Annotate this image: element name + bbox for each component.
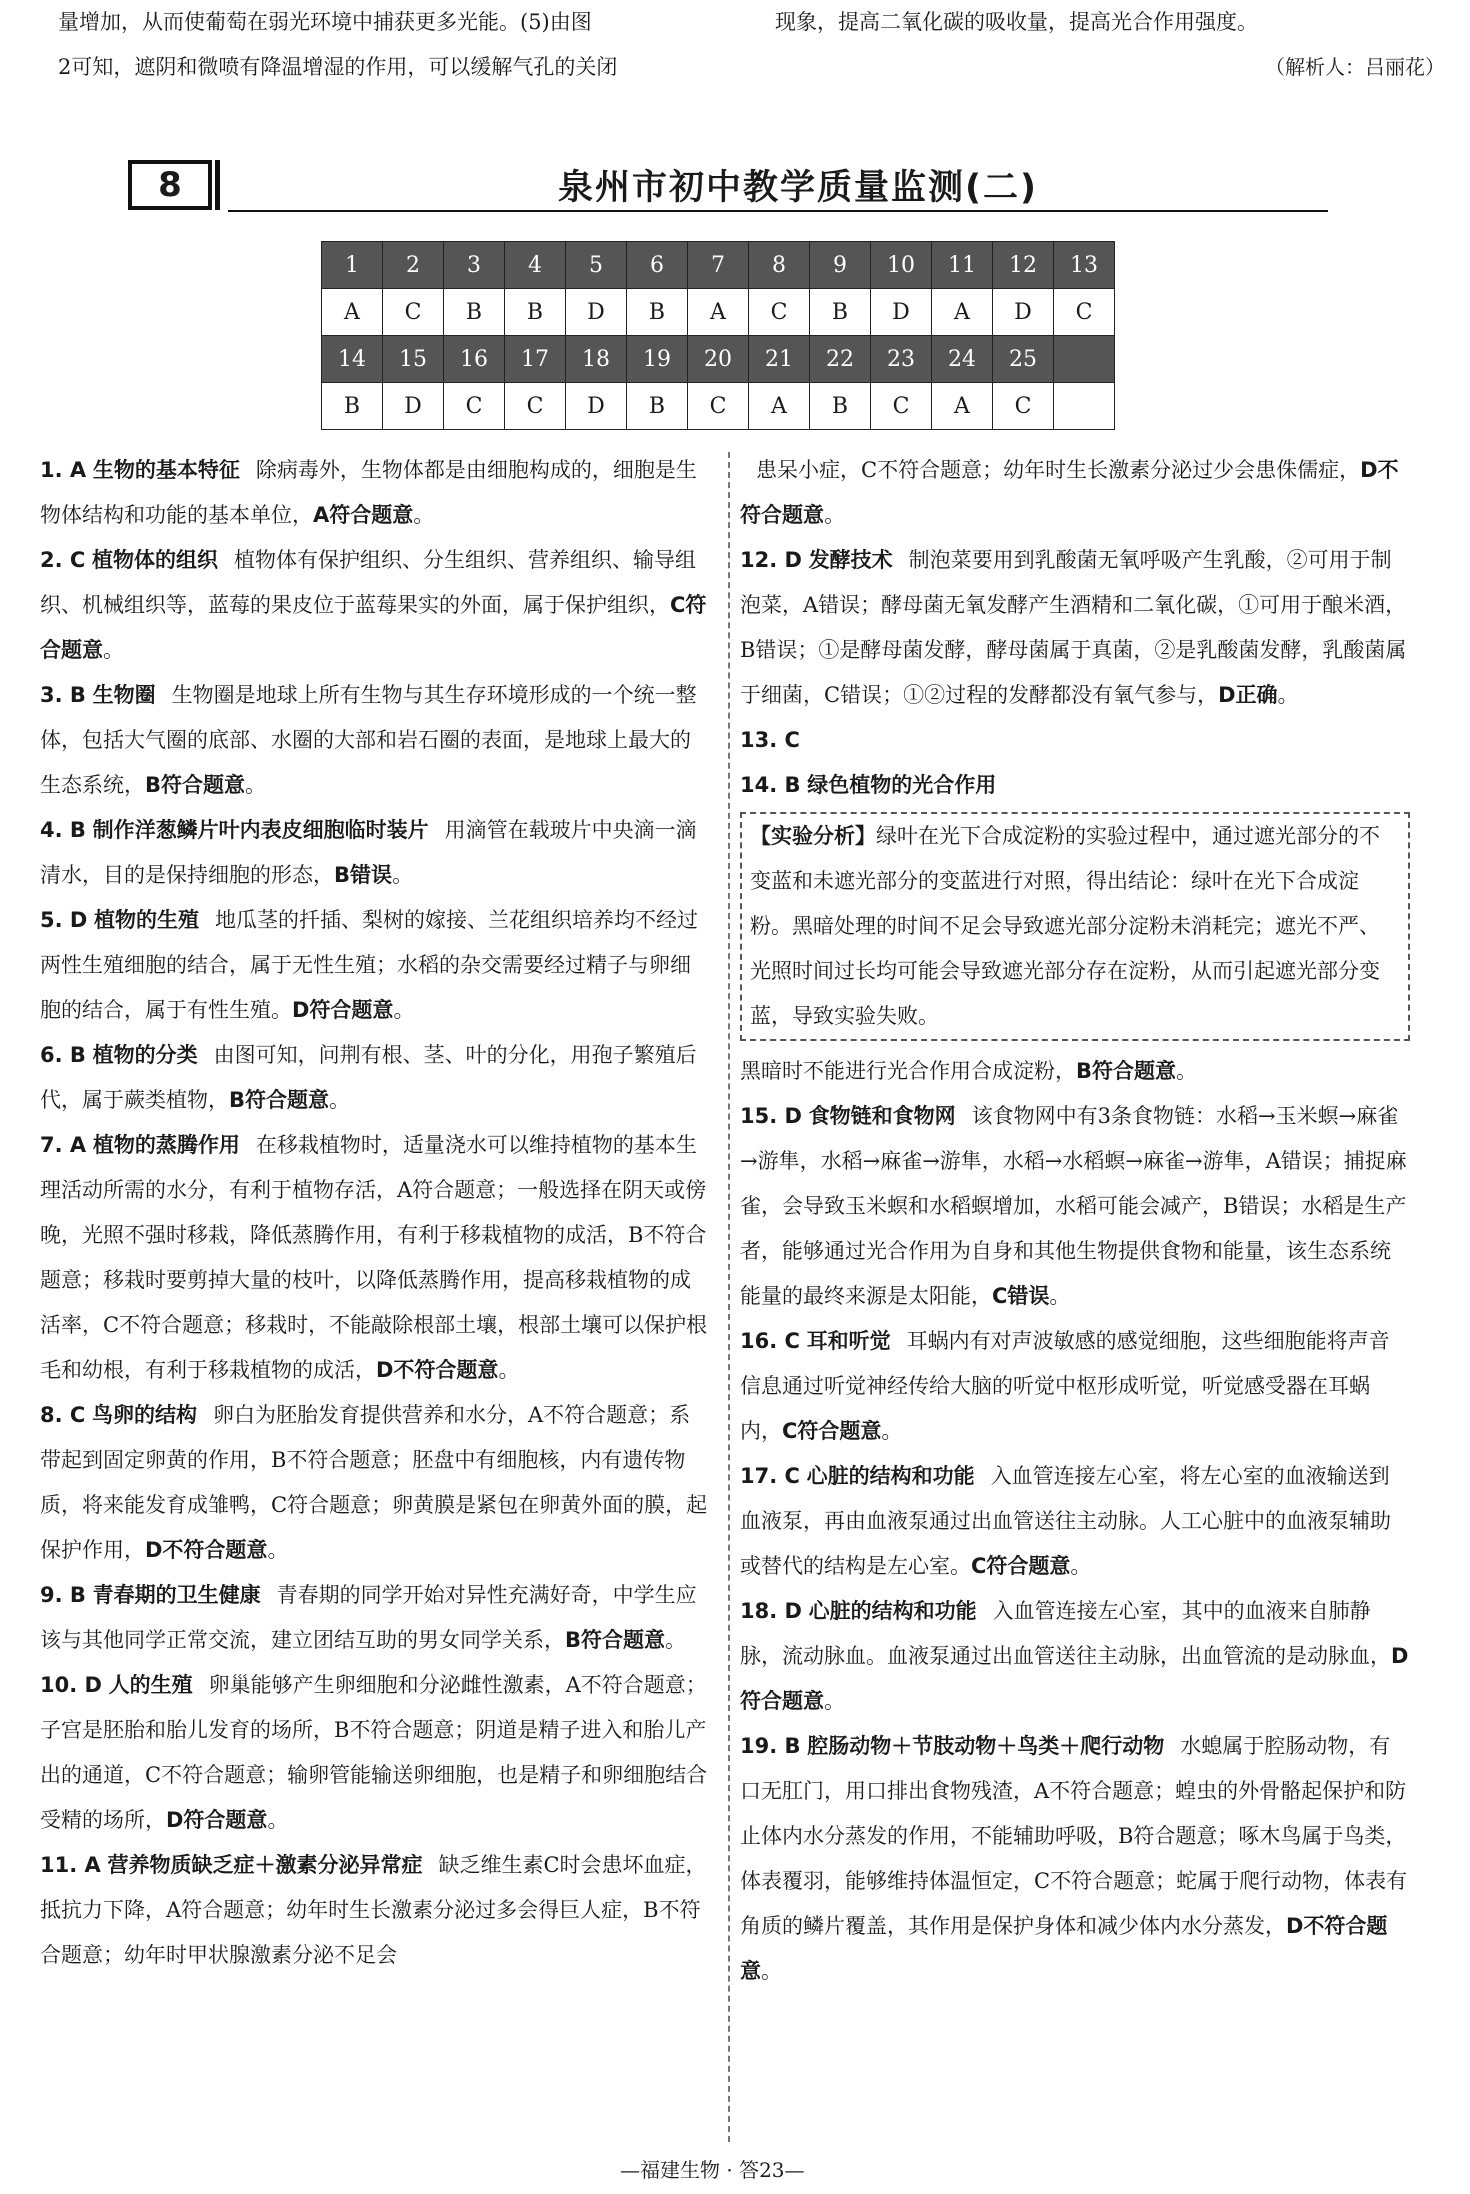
list-item [40, 673, 710, 808]
item-verdict: B错误 [334, 863, 393, 887]
item-verdict: B符合题意 [1076, 1059, 1177, 1083]
item-text: 生物圈是地球上所有生物与其生存环境形成的一个统一整体，包括大气圈的底部、水圈的大部和岩石圈的表面，是地球上最大的生态系统， [40, 683, 697, 797]
item-text: 该食物网中有3条食物链：水稻→玉米螟→麻雀→游隼，水稻→麻雀→游隼，水稻→水稻螟→麻雀→游隼，A错误；捕捉麻雀，会导致玉米螟和水稻螟增加，水稻可能会减产，B错误；水稻是生产者，能够通过光合作用为自身和其他生物提供食物和能量，该生态系统能量的最终来源是太阳能， [740, 1104, 1407, 1308]
item-number: 3. B [40, 683, 86, 707]
item-number: 19. B [740, 1734, 801, 1758]
item-text: 缺乏维生素C时会患坏血症，抵抗力下降，A符合题意；幼年时生长激素分泌过多会得巨人症，B不符合题意；幼年时甲状腺激素分泌不足会 [40, 1853, 707, 1967]
item-topic: 青春期的卫生健康 [92, 1583, 261, 1607]
item-topic: 发酵技术 [808, 548, 893, 572]
item-topic: 耳和听觉 [806, 1329, 891, 1353]
item-topic: 食物链和食物网 [808, 1104, 956, 1128]
item-number: 8. C [40, 1403, 86, 1427]
item-end: 。 [1070, 1554, 1092, 1578]
item-verdict: C符合题意 [782, 1419, 882, 1443]
table-cell: C [749, 289, 810, 336]
item-verdict: D符合题意 [166, 1808, 268, 1832]
table-cell: B [627, 383, 688, 430]
item-number: 2. C [40, 548, 86, 572]
item-verdict: D符合题意 [292, 998, 394, 1022]
item-topic: 绿色植物的光合作用 [807, 773, 997, 797]
item-topic: 营养物质缺乏症＋激素分泌异常症 [107, 1853, 423, 1877]
list-item [740, 763, 1410, 808]
item-topic: 生物的基本特征 [92, 458, 240, 482]
answer-table [321, 241, 1115, 430]
list-item [740, 1094, 1410, 1319]
item-number: 12. D [740, 548, 802, 572]
item-text: 卵巢能够产生卵细胞和分泌雌性激素，A不符合题意；子宫是胚胎和胎儿发育的场所，B不符合题意；阴道是精子进入和胎儿产出的通道，C不符合题意；输卵管能输送卵细胞，也是精子和卵细胞结合受精的场所， [40, 1673, 708, 1832]
item-verdict: C符合题意 [971, 1554, 1071, 1578]
table-cell: 21 [749, 336, 810, 383]
list-item [740, 718, 1410, 763]
item-verdict: D不符合题意 [376, 1358, 499, 1382]
table-cell: 8 [749, 242, 810, 289]
item-text: 入血管连接左心室，其中的血液来自肺静脉，流动脉血。血液泵通过出血管送往主动脉，出血管流的是动脉血， [740, 1599, 1391, 1668]
item-end: 。 [103, 638, 124, 662]
item-end: 。 [824, 1689, 845, 1713]
item-text: 制泡菜要用到乳酸菌无氧呼吸产生乳酸，②可用于制泡菜，A错误；酵母菌无氧发酵产生酒精和二氧化碳，①可用于酿米酒，B错误；①是酵母菌发酵，酵母菌属于真菌，②是乳酸菌发酵，乳酸菌属于细菌，C错误；①②过程的发酵都没有氧气参与， [740, 548, 1407, 707]
list-item [40, 538, 710, 673]
table-cell: A [688, 289, 749, 336]
item-verdict: D符合题意 [740, 1644, 1409, 1713]
list-item [740, 448, 1410, 538]
table-cell: D [566, 289, 627, 336]
list-item [40, 1573, 710, 1663]
table-cell: 22 [810, 336, 871, 383]
item-topic: 人的生殖 [108, 1673, 193, 1697]
list-item [40, 1393, 710, 1573]
list-item [40, 1843, 710, 1978]
table-cell: C [444, 383, 505, 430]
table-cell: C [505, 383, 566, 430]
item-number: 15. D [740, 1104, 802, 1128]
text-line: 2可知，遮阴和微喷有降温增湿的作用，可以缓解气孔的关闭 [58, 55, 618, 79]
analysis-box [740, 812, 1410, 1041]
item-number: 11. A [40, 1853, 101, 1877]
list-item [740, 538, 1410, 718]
table-cell: D [993, 289, 1054, 336]
section-title: 泉州市初中教学质量监测(二) [558, 168, 1038, 208]
item-verdict: D不符合题意 [740, 458, 1399, 527]
item-topic: 心脏的结构和功能 [808, 1599, 977, 1623]
item-topic: 植物体的组织 [92, 548, 218, 572]
list-item [740, 1454, 1410, 1589]
table-cell: A [932, 383, 993, 430]
list-item [40, 448, 710, 538]
list-item [40, 1033, 710, 1123]
item-topic: 生物圈 [92, 683, 156, 707]
table-row [322, 336, 1115, 383]
item-topic: 鸟卵的结构 [92, 1403, 197, 1427]
item-end: 。 [267, 1808, 289, 1832]
item-number: 16. C [740, 1329, 800, 1353]
table-cell: 3 [444, 242, 505, 289]
item-topic: 植物的蒸腾作用 [92, 1133, 240, 1157]
item-verdict: A符合题意 [313, 503, 414, 527]
item-number: 17. C [740, 1464, 800, 1488]
table-cell: B [505, 289, 566, 336]
item-number: 10. D [40, 1673, 102, 1697]
table-cell: A [749, 383, 810, 430]
table-cell: 23 [871, 336, 932, 383]
item-end: 。 [392, 863, 414, 887]
table-cell: D [383, 383, 444, 430]
table-cell: 17 [505, 336, 566, 383]
item-number: 6. B [40, 1043, 86, 1067]
item-end: 。 [824, 503, 845, 527]
table-cell: 12 [993, 242, 1054, 289]
table-cell: C [1054, 289, 1115, 336]
top-right-text [775, 0, 1445, 90]
item-text: 卵白为胚胎发育提供营养和水分，A不符合题意；系带起到固定卵黄的作用，B不符合题意；胚盘中有细胞核，内有遗传物质，将来能发育成雏鸭，C符合题意；卵黄膜是紧包在卵黄外面的膜，起保护作用， [40, 1403, 708, 1562]
item-text: 青春期的同学开始对异性充满好奇，中学生应该与其他同学正常交流，建立团结互助的男女同学关系， [40, 1583, 697, 1652]
item-text: 由图可知，问荆有根、茎、叶的分化，用孢子繁殖后代，属于蕨类植物， [40, 1043, 697, 1112]
table-cell: 16 [444, 336, 505, 383]
table-cell: 14 [322, 336, 383, 383]
text-line: 现象，提高二氧化碳的吸收量，提高光合作用强度。 [775, 10, 1258, 34]
item-text: 患呆小症，C不符合题意；幼年时生长激素分泌过少会患侏儒症， [756, 458, 1361, 482]
table-cell: 24 [932, 336, 993, 383]
item-number: 14. B [740, 773, 801, 797]
item-topic: 植物的分类 [92, 1043, 198, 1067]
item-end: 。 [761, 1959, 782, 1983]
item-number: 1. A [40, 458, 87, 482]
item-text: 入血管连接左心室，将左心室的血液输送到血液泵，再由血液泵通过出血管送往主动脉。人工心脏中的血液泵辅助或替代的结构是左心室。 [740, 1464, 1391, 1578]
table-cell: C [688, 383, 749, 430]
item-topic: 植物的生殖 [94, 908, 200, 932]
item-end: 。 [393, 998, 415, 1022]
item-text: 除病毒外，生物体都是由细胞构成的，细胞是生物体结构和功能的基本单位， [40, 458, 697, 527]
box-text: 绿叶在光下合成淀粉的实验过程中，通过遮光部分的不变蓝和未遮光部分的变蓝进行对照，得出结论：绿叶在光下合成淀粉。黑暗处理的时间不足会导致遮光部分淀粉未消耗完；遮光不严、光照时间过长均可能会导致遮光部分存在淀粉，从而引起遮光部分变蓝，导致实验失败。 [750, 824, 1380, 1028]
item-end: 。 [245, 773, 267, 797]
item-number: 13. C [740, 728, 800, 752]
item-end: 。 [1277, 683, 1299, 707]
item-number: 18. D [740, 1599, 802, 1623]
item-verdict: C符合题意 [40, 593, 707, 662]
table-cell: B [444, 289, 505, 336]
page-footer: —福建生物 · 答23— [620, 2158, 805, 2182]
table-cell: D [566, 383, 627, 430]
table-cell: 1 [322, 242, 383, 289]
list-item [40, 1123, 710, 1393]
header-rule [228, 210, 1328, 212]
table-cell: 9 [810, 242, 871, 289]
item-verdict: B符合题意 [565, 1628, 666, 1652]
item-verdict: D正确 [1218, 683, 1278, 707]
table-cell: 2 [383, 242, 444, 289]
item-end: 。 [329, 1088, 351, 1112]
list-item [740, 1589, 1410, 1724]
table-cell: A [322, 289, 383, 336]
table-cell: 11 [932, 242, 993, 289]
item-text: 地瓜茎的扦插、梨树的嫁接、兰花组织培养均不经过两性生殖细胞的结合，属于无性生殖；水稻的杂交需要经过精子与卵细胞的结合，属于有性生殖。 [40, 908, 699, 1022]
item-verdict: D不符合题意 [145, 1538, 268, 1562]
table-cell: 4 [505, 242, 566, 289]
item-verdict: C错误 [992, 1284, 1050, 1308]
item-verdict: B符合题意 [145, 773, 246, 797]
item-text: 耳蜗内有对声波敏感的感觉细胞，这些细胞能将声音信息通过听觉神经传给大脑的听觉中枢形成听觉，听觉感受器在耳蜗内， [740, 1329, 1390, 1443]
item-end: 。 [1049, 1284, 1071, 1308]
section-header [128, 160, 1328, 212]
item-end: 。 [881, 1419, 903, 1443]
item-end: 。 [665, 1628, 687, 1652]
item-verdict: B符合题意 [229, 1088, 330, 1112]
item-end: 。 [1176, 1059, 1198, 1083]
table-cell: A [932, 289, 993, 336]
box-label: 【实验分析】 [750, 824, 876, 848]
list-item [740, 1049, 1410, 1094]
table-cell: C [383, 289, 444, 336]
item-text: 用滴管在载玻片中央滴一滴清水，目的是保持细胞的形态， [40, 818, 697, 887]
table-cell: B [322, 383, 383, 430]
table-cell [1054, 336, 1115, 383]
table-cell: 20 [688, 336, 749, 383]
left-column [40, 448, 710, 1978]
item-topic: 制作洋葱鳞片叶内表皮细胞临时装片 [92, 818, 429, 842]
table-cell: 10 [871, 242, 932, 289]
list-item [740, 1724, 1410, 1994]
table-cell: C [871, 383, 932, 430]
table-cell: 6 [627, 242, 688, 289]
table-row [322, 242, 1115, 289]
item-topic: 腔肠动物＋节肢动物＋鸟类＋爬行动物 [807, 1734, 1165, 1758]
item-end: 。 [498, 1358, 520, 1382]
table-cell: 18 [566, 336, 627, 383]
top-left-text [58, 0, 728, 90]
table-cell: 7 [688, 242, 749, 289]
item-text: 植物体有保护组织、分生组织、营养组织、输导组织、机械组织等，蓝莓的果皮位于蓝莓果实的外面，属于保护组织， [40, 548, 696, 617]
item-number: 7. A [40, 1133, 87, 1157]
table-cell: 13 [1054, 242, 1115, 289]
table-cell: 25 [993, 336, 1054, 383]
item-number: 4. B [40, 818, 86, 842]
table-cell: C [993, 383, 1054, 430]
credit: （解析人：吕丽花） [1265, 55, 1445, 79]
item-topic: 心脏的结构和功能 [806, 1464, 975, 1488]
table-row [322, 289, 1115, 336]
item-verdict: D不符合题意 [740, 1914, 1388, 1983]
column-divider [728, 452, 730, 2142]
item-number: 9. B [40, 1583, 86, 1607]
item-end: 。 [413, 503, 435, 527]
section-number: 8 [128, 160, 212, 210]
item-number: 5. D [40, 908, 88, 932]
item-text: 水螅属于腔肠动物，有口无肛门，用口排出食物残渣，A不符合题意；蝗虫的外骨骼起保护和防止体内水分蒸发的作用，不能辅助呼吸，B符合题意；啄木鸟属于鸟类，体表覆羽，能够维持体温恒定，C不符合题意；蛇属于爬行动物，体表有角质的鳞片覆盖，其作用是保护身体和减少体内水分蒸发， [740, 1734, 1408, 1938]
item-end: 。 [267, 1538, 289, 1562]
list-item [40, 1663, 710, 1843]
table-cell: B [810, 289, 871, 336]
right-column [740, 448, 1410, 1994]
table-cell: 15 [383, 336, 444, 383]
table-cell: D [871, 289, 932, 336]
table-cell: B [810, 383, 871, 430]
list-item [40, 898, 710, 1033]
table-row [322, 383, 1115, 430]
list-item [740, 1319, 1410, 1454]
list-item [40, 808, 710, 898]
item-text: 在移栽植物时，适量浇水可以维持植物的基本生理活动所需的水分，有利于植物存活，A符合题意；一般选择在阴天或傍晚，光照不强时移栽，降低蒸腾作用，有利于移栽植物的成活，B不符合题意；移栽时要剪掉大量的枝叶，以降低蒸腾作用，提高移栽植物的成活率，C不符合题意；移栽时，不能敲除根部土壤，根部土壤可以保护根毛和幼根，有利于移栽植物的成活， [40, 1133, 708, 1382]
table-cell [1054, 383, 1115, 430]
table-cell: B [627, 289, 688, 336]
item-text: 黑暗时不能进行光合作用合成淀粉， [740, 1059, 1076, 1083]
table-cell: 5 [566, 242, 627, 289]
text-line: 量增加，从而使葡萄在弱光环境中捕获更多光能。(5)由图 [58, 10, 592, 34]
table-cell: 19 [627, 336, 688, 383]
